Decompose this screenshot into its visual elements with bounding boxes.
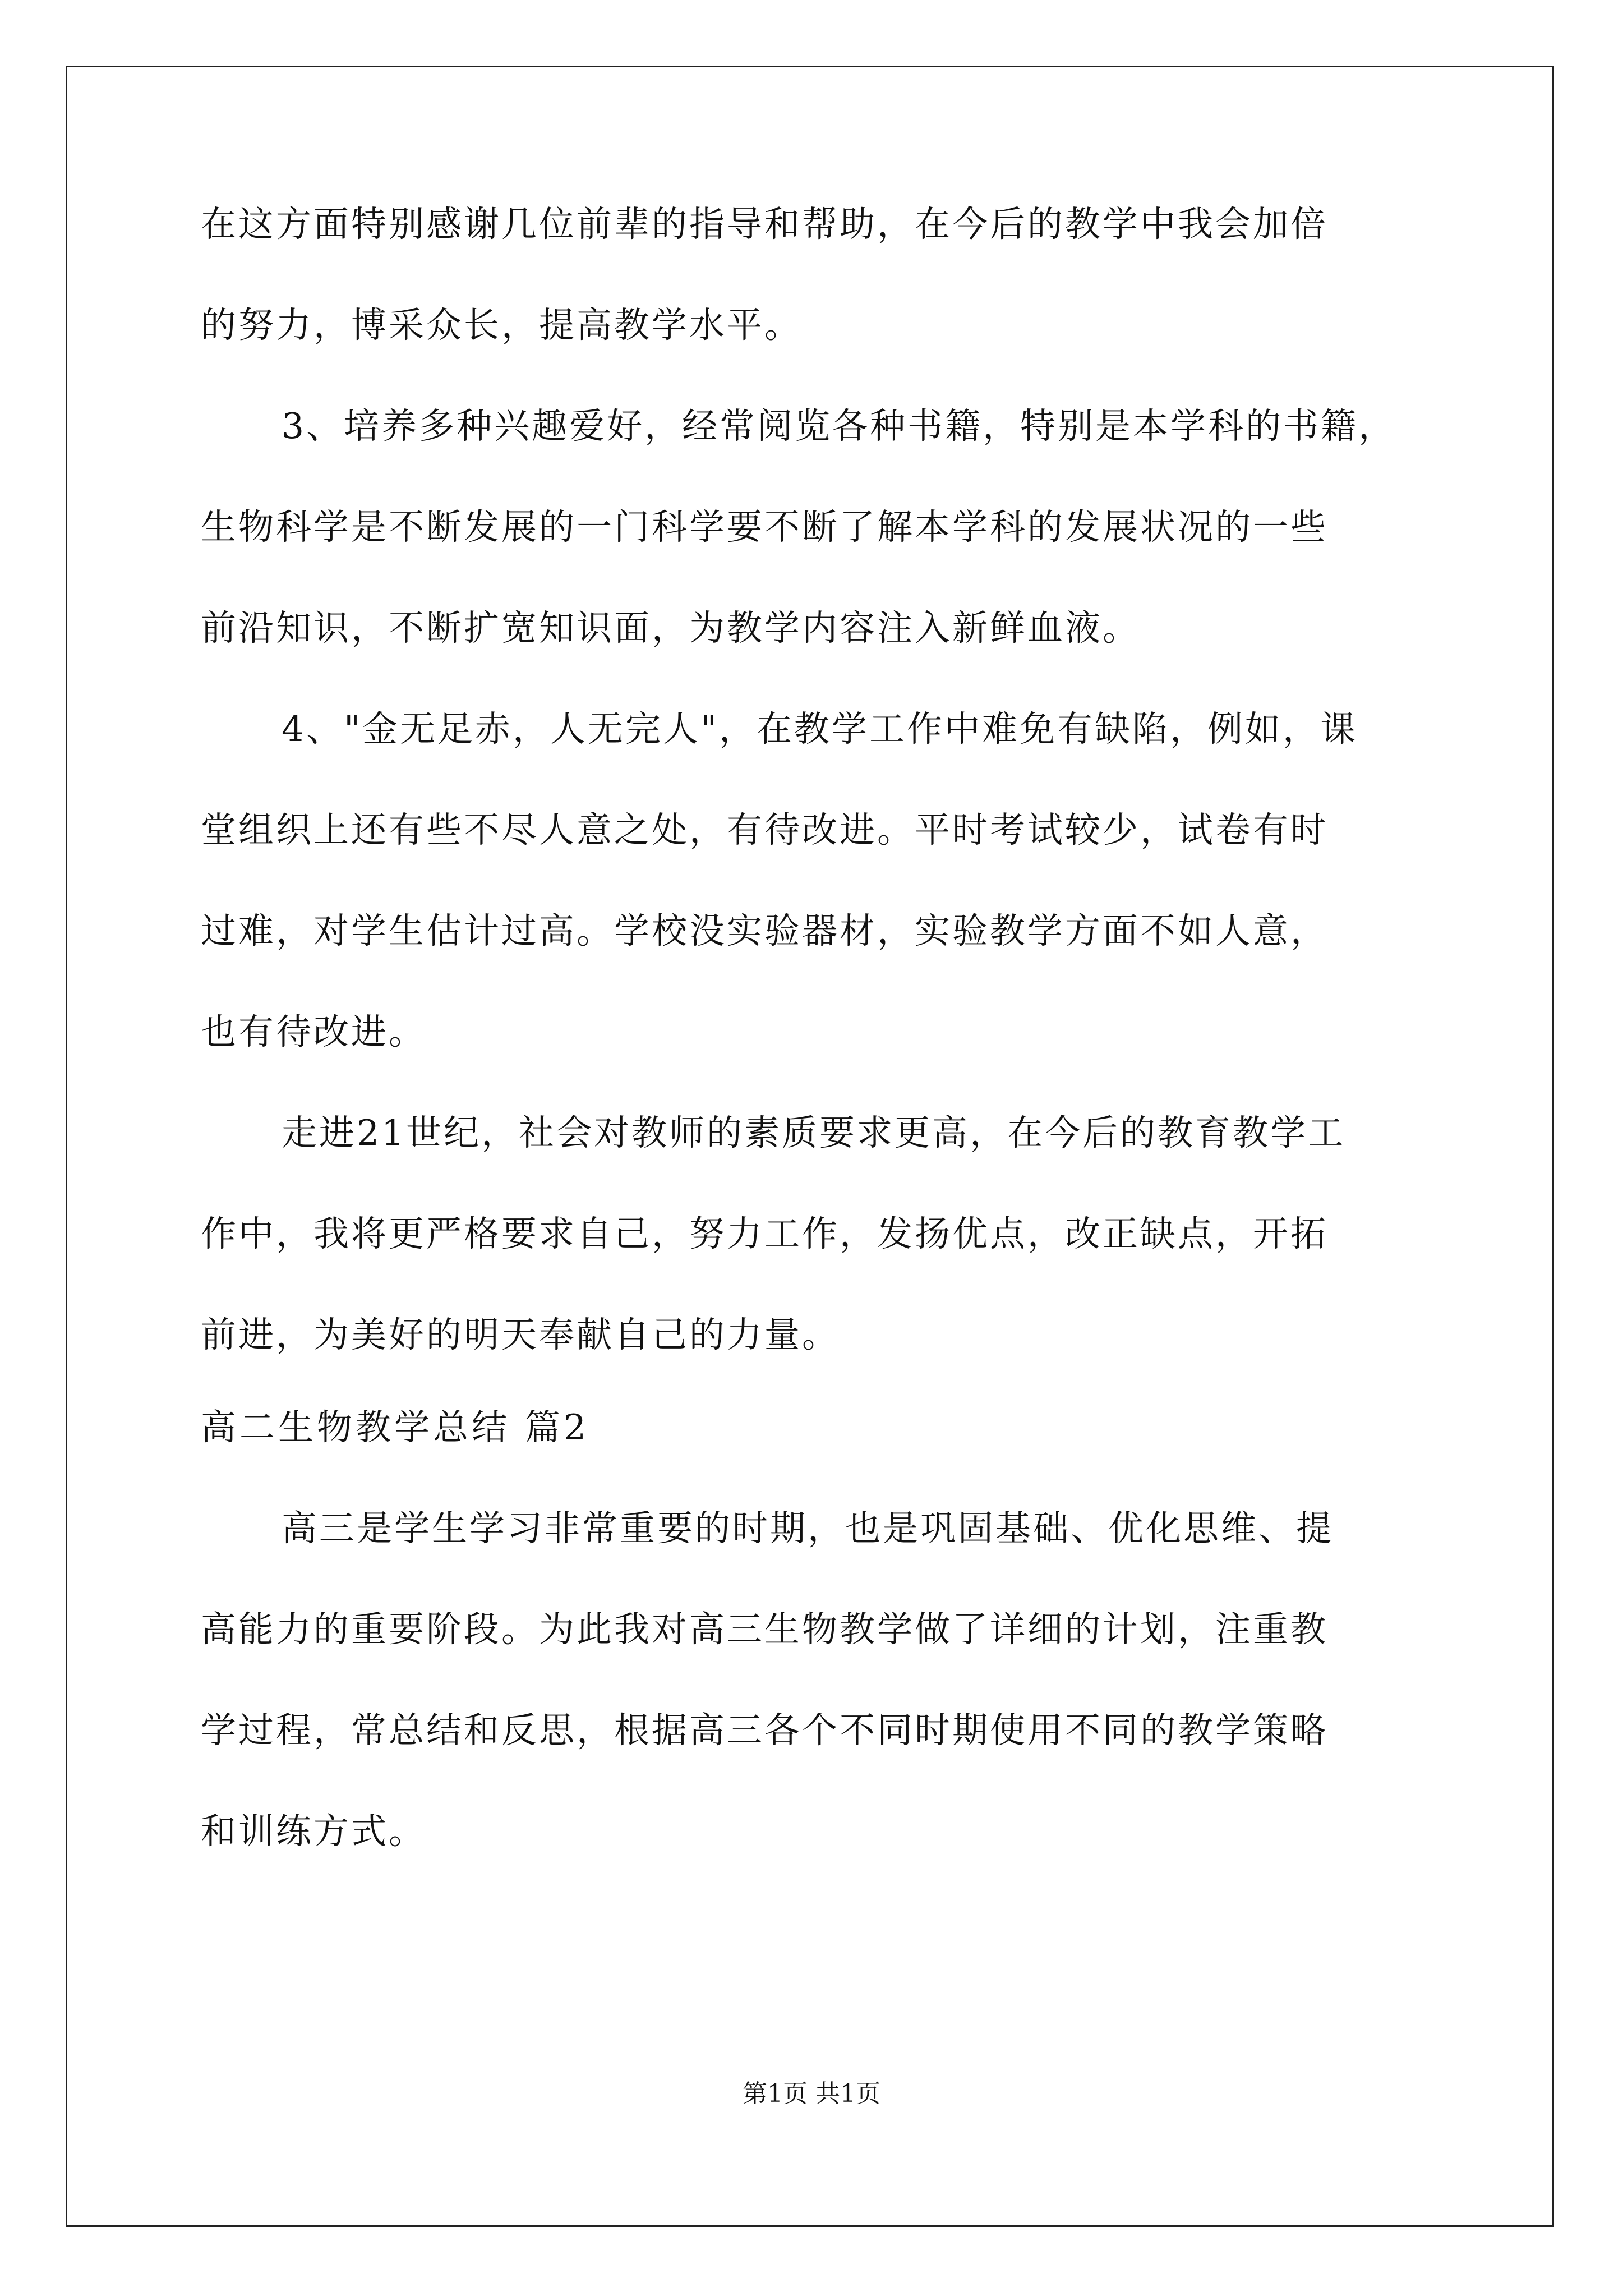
paragraph-line: 生物科学是不断发展的一门科学要不断了解本学科的发展状况的一些 xyxy=(201,507,1328,547)
paragraph-line: 学过程，常总结和反思，根据高三各个不同时期使用不同的教学策略 xyxy=(201,1710,1328,1751)
paragraph-line: 4、"金无足赤，人无完人"，在教学工作中难免有缺陷，例如，课 xyxy=(282,708,1358,749)
paragraph-line: 过难，对学生估计过高。学校没实验器材，实验教学方面不如人意， xyxy=(201,910,1328,951)
paragraph-line: 和训练方式。 xyxy=(201,1811,426,1852)
page-number-footer: 第1页 共1页 xyxy=(743,2079,880,2108)
paragraph-line: 也有待改进。 xyxy=(201,1011,426,1052)
paragraph-line: 在这方面特别感谢几位前辈的指导和帮助，在今后的教学中我会加倍 xyxy=(201,204,1328,245)
paragraph-line: 的努力，博采众长，提高教学水平。 xyxy=(201,305,802,346)
section-heading: 高二生物教学总结 篇2 xyxy=(201,1407,590,1448)
paragraph-line: 前沿知识，不断扩宽知识面，为教学内容注入新鲜血液。 xyxy=(201,608,1140,648)
paragraph-line: 走进21世纪，社会对教师的素质要求更高，在今后的教育教学工 xyxy=(282,1112,1346,1153)
paragraph-line: 作中，我将更严格要求自己，努力工作，发扬优点，改正缺点，开拓 xyxy=(201,1213,1328,1254)
paragraph-line: 前进，为美好的明天奉献自己的力量。 xyxy=(201,1314,840,1355)
paragraph-line: 高能力的重要阶段。为此我对高三生物教学做了详细的计划，注重教 xyxy=(201,1609,1328,1650)
paragraph-line: 堂组织上还有些不尽人意之处，有待改进。平时考试较少，试卷有时 xyxy=(201,809,1328,850)
paragraph-line: 高三是学生学习非常重要的时期，也是巩固基础、优化思维、提 xyxy=(282,1508,1334,1549)
paragraph-line: 3、培养多种兴趣爱好，经常阅览各种书籍，特别是本学科的书籍， xyxy=(282,406,1396,447)
